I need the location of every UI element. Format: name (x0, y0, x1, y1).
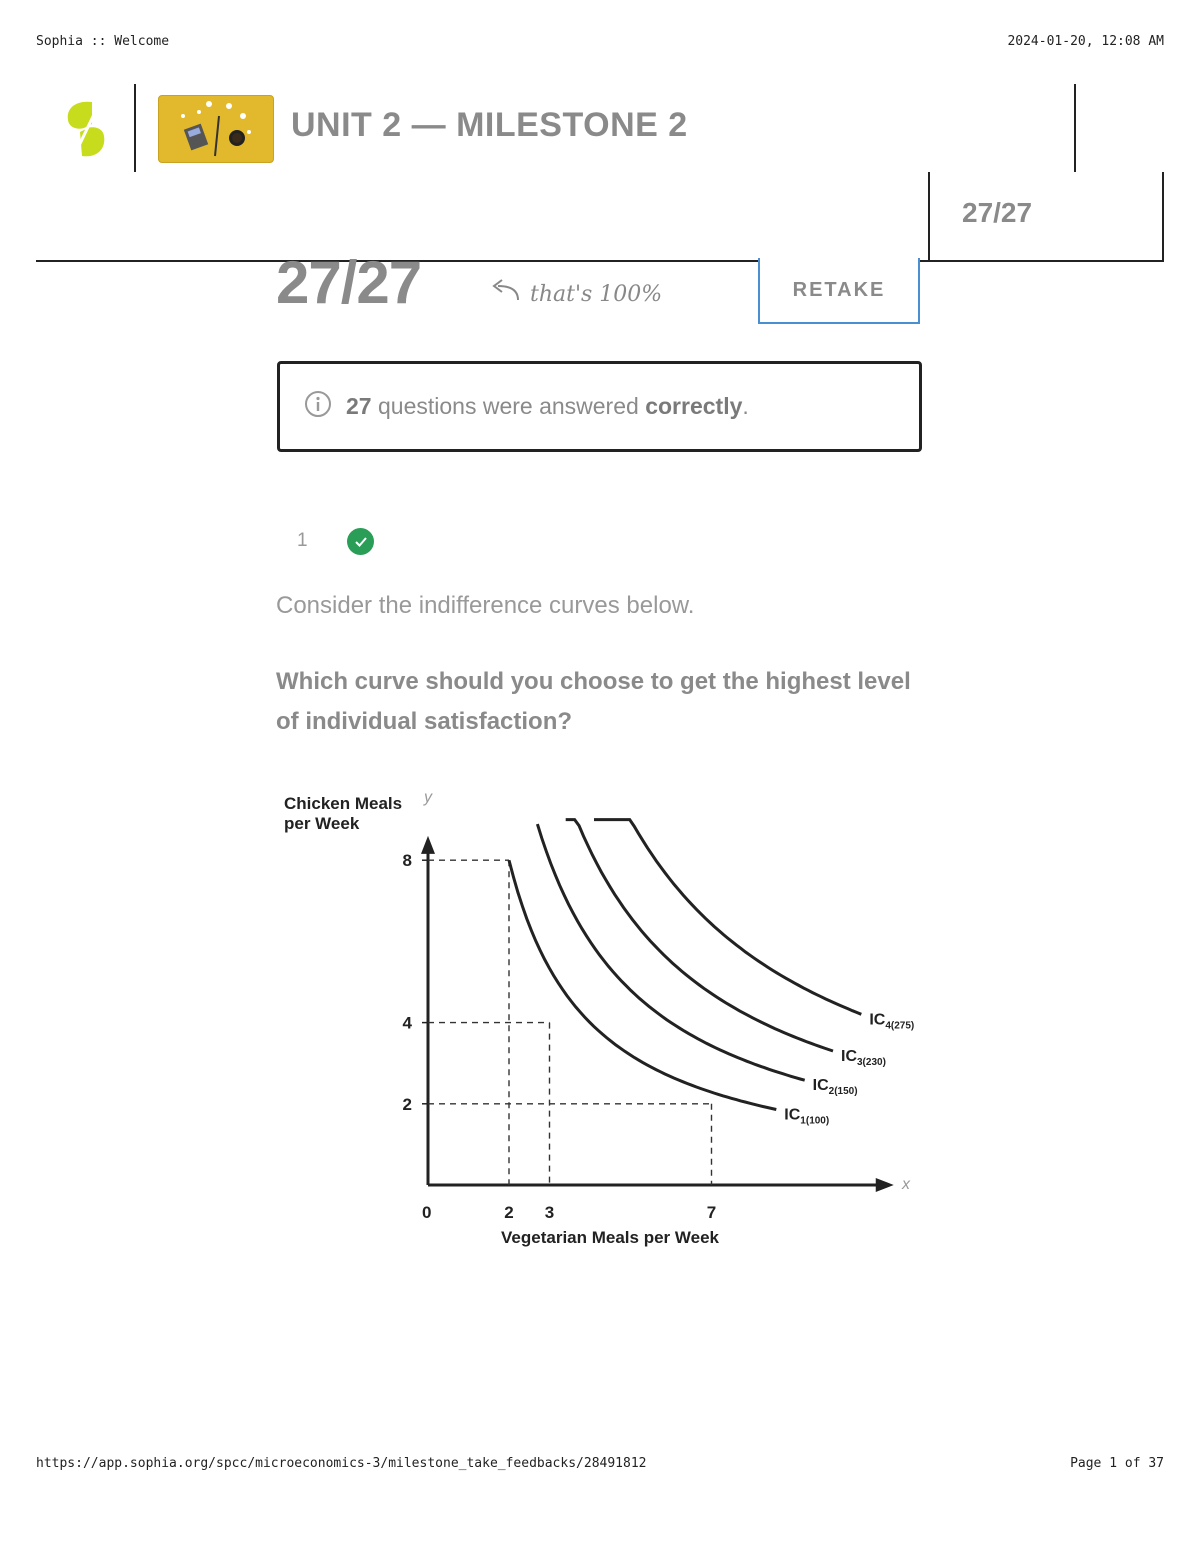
y-axis-symbol: y (424, 789, 432, 806)
question-number: 1 (297, 530, 308, 551)
correct-check-icon (347, 528, 374, 555)
indifference-curve-3 (566, 820, 833, 1051)
result-info-box (277, 361, 922, 452)
curve-label-1: $IC_{1(100)}$ (784, 1106, 830, 1127)
result-note (488, 278, 662, 310)
curve-label-2: $IC_{2(150)}$ (812, 1077, 858, 1098)
curved-arrow-icon (488, 278, 522, 310)
question-text: Which curve should you choose to get the highest level of individual satisfaction? (276, 668, 911, 735)
header-divider-right (1074, 84, 1076, 172)
y-axis-title-line1: Chicken Meals (284, 794, 403, 813)
curve-label-4: $IC_{4(275)}$ (869, 1011, 915, 1032)
info-bold: correctly (645, 393, 743, 419)
x-axis-arrow (876, 1178, 894, 1192)
y-tick-label: 2 (402, 1094, 412, 1114)
result-note-text: that's 100% (530, 281, 663, 307)
retake-button[interactable]: RETAKE (758, 258, 920, 324)
x-tick-label: 2 (504, 1203, 514, 1222)
info-end: . (742, 393, 749, 419)
score-box-left (928, 172, 930, 262)
x-tick-label: 3 (544, 1203, 555, 1222)
info-middle: questions were answered (371, 393, 646, 419)
x-tick-label: 7 (706, 1203, 717, 1222)
header-bottom-rule (36, 260, 1164, 262)
header-divider (134, 84, 136, 172)
y-tick-label: 8 (402, 851, 412, 871)
y-axis-title-line2: per Week (284, 814, 360, 833)
info-text (346, 393, 749, 420)
print-footer-page: Page 1 of 37 (1070, 1456, 1164, 1471)
unit-thumbnail (158, 95, 274, 163)
x-axis-symbol: x (902, 1176, 910, 1193)
print-footer-url: https://app.sophia.org/spcc/microeconomics-3/milestone_take_feedbacks/28491812 (36, 1456, 647, 1471)
indifference-curve-2 (537, 824, 804, 1080)
indifference-curve-4 (594, 820, 861, 1015)
print-header-title: Sophia :: Welcome (36, 34, 170, 49)
indifference-curve-chart (270, 780, 930, 1264)
info-count: 27 (346, 393, 372, 419)
question-prompt: Consider the indifference curves below. (276, 592, 695, 619)
score-box-right (1162, 172, 1164, 262)
y-tick-label: 4 (402, 1013, 412, 1033)
header-score: 27/27 (962, 197, 1033, 228)
x-axis-title: Vegetarian Meals per Week (501, 1228, 719, 1247)
info-icon (304, 390, 332, 424)
print-header-datetime: 2024-01-20, 12:08 AM (1007, 34, 1164, 49)
unit-title: UNIT 2 — MILESTONE 2 (291, 106, 688, 144)
origin-label: 0 (422, 1203, 432, 1222)
sophia-logo-icon[interactable] (62, 98, 110, 160)
y-axis-arrow (421, 836, 435, 854)
result-score: 27/27 (276, 249, 422, 316)
curve-label-3: $IC_{3(230)}$ (841, 1048, 886, 1069)
